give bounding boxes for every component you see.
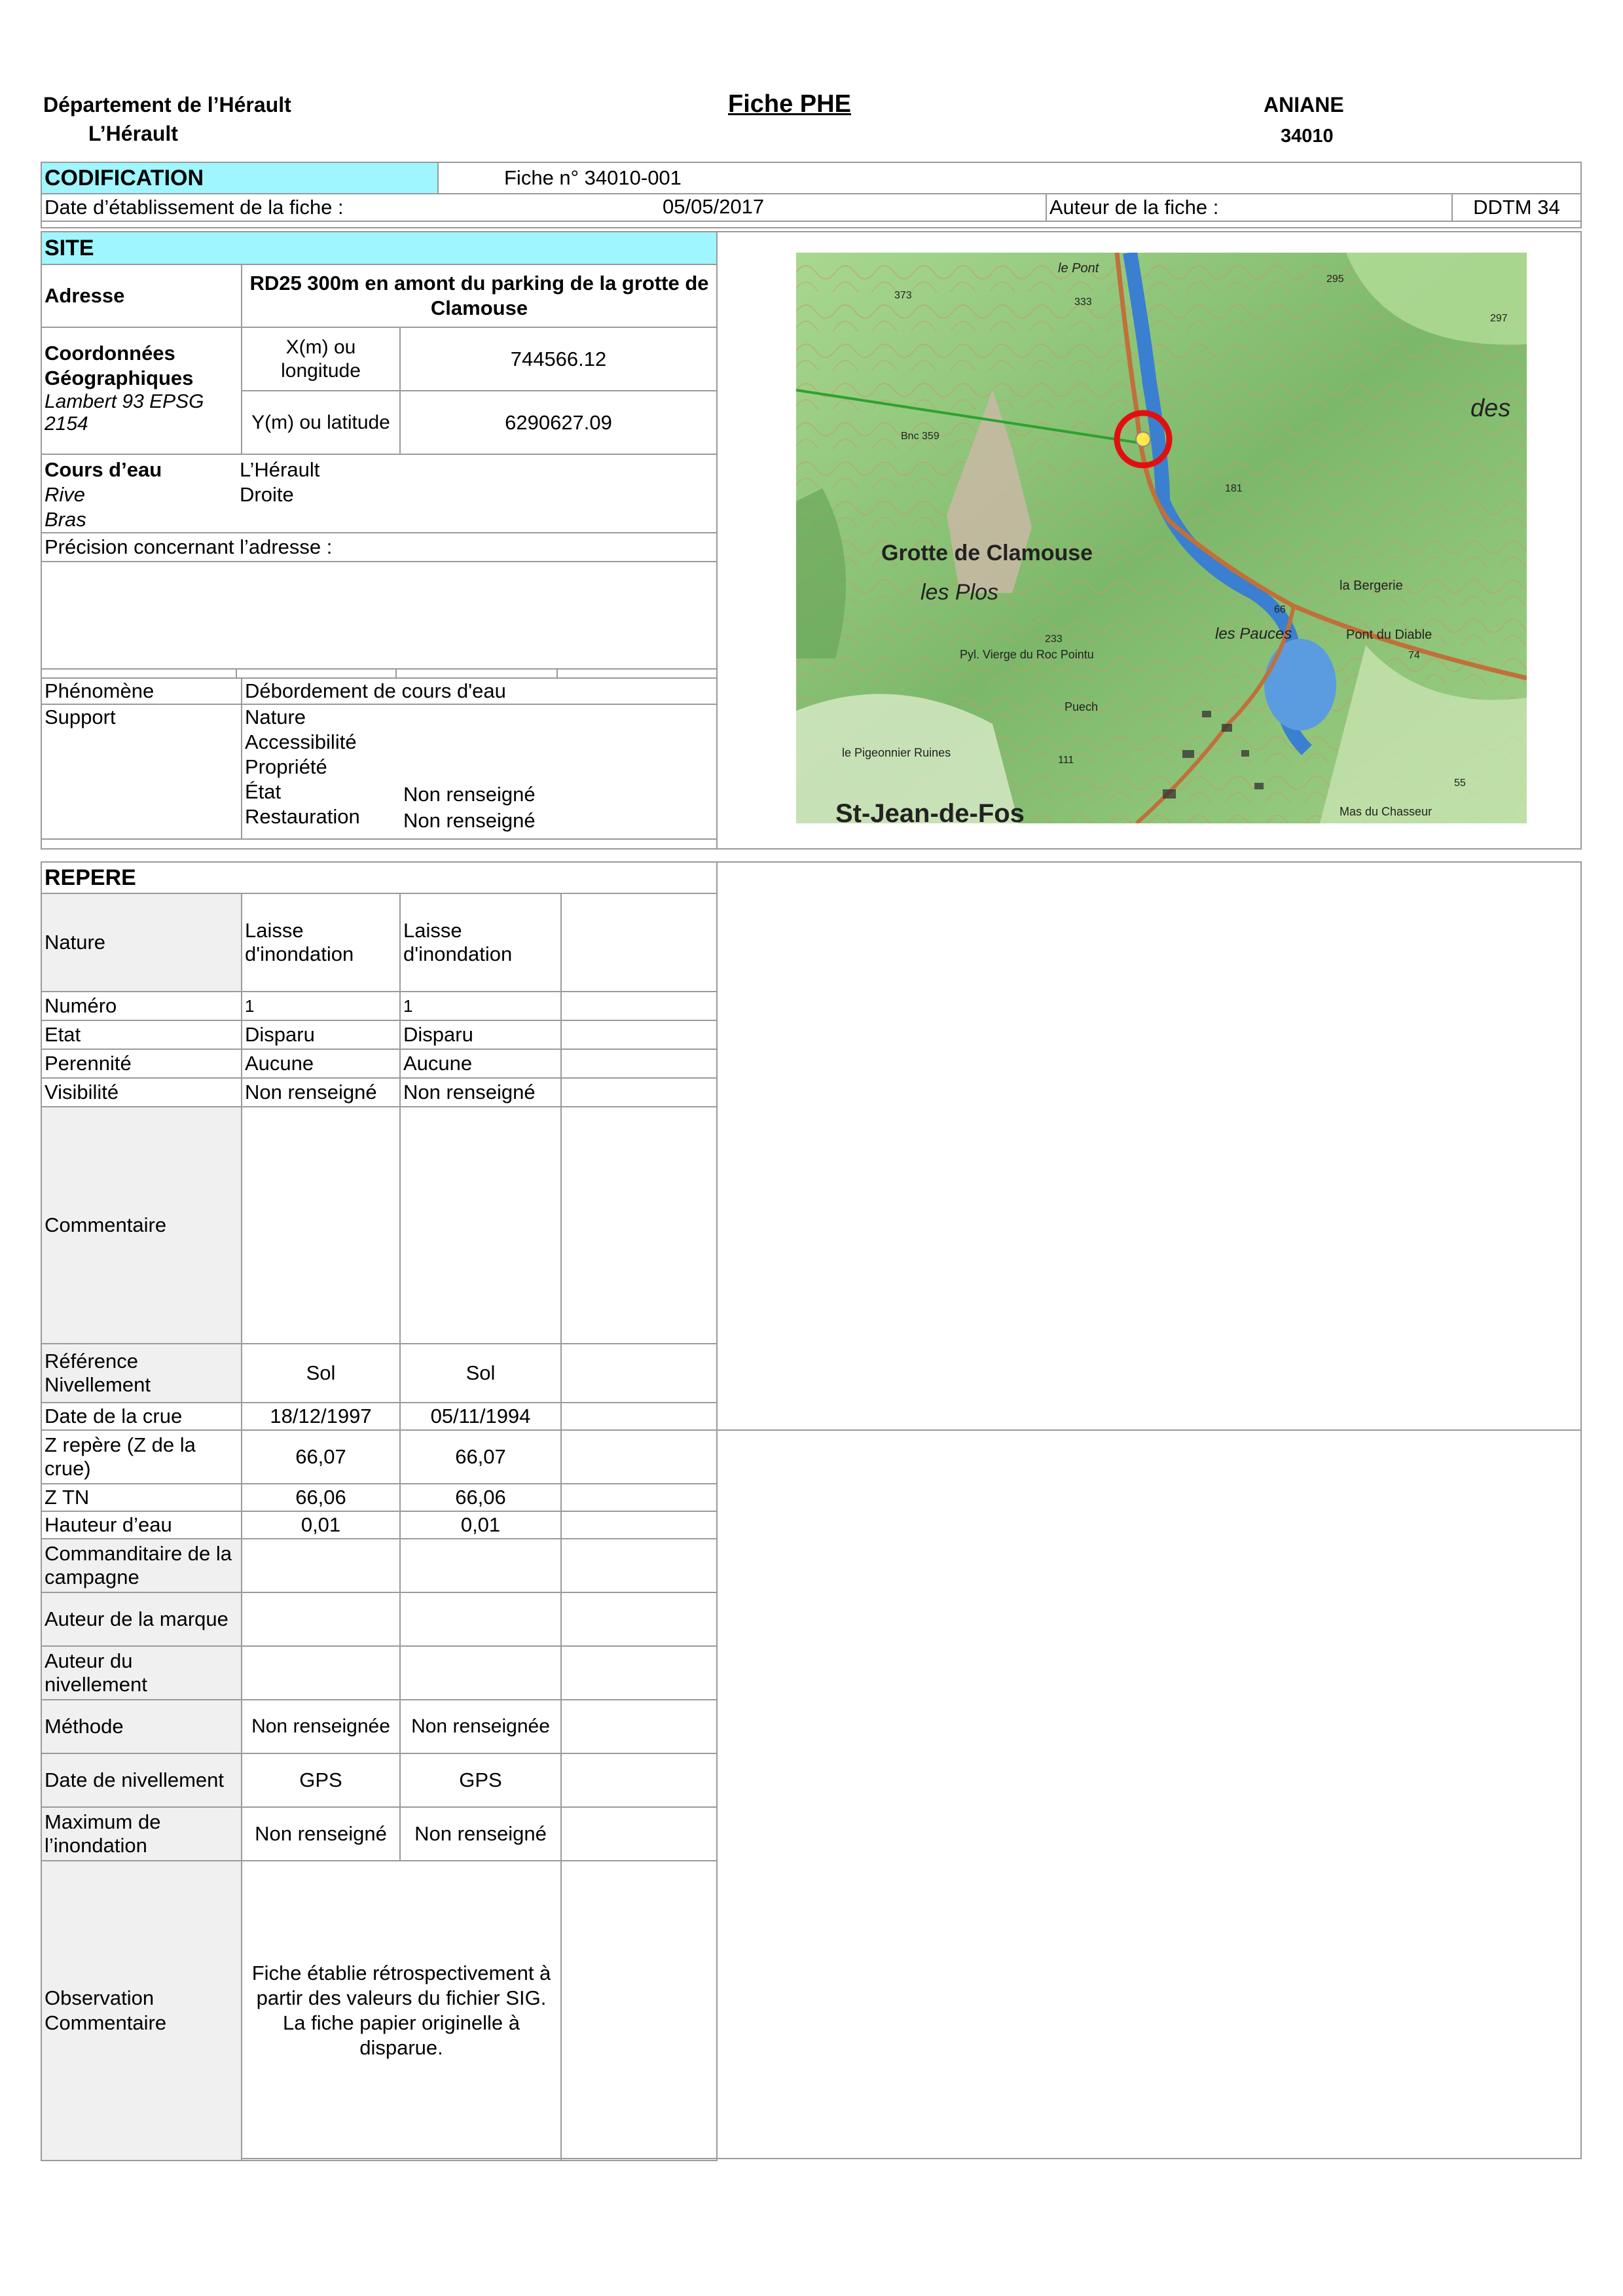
visibilite-label: Visibilité: [41, 1078, 242, 1107]
precision-value: [41, 562, 717, 669]
date-value: 05/05/2017: [663, 195, 765, 218]
support-item-restauration: Restauration: [245, 805, 360, 828]
auteur-marque-label: Auteur de la marque: [41, 1592, 242, 1646]
nature-label: Nature: [41, 893, 242, 992]
department-name: Département de l’Hérault: [43, 93, 291, 117]
map-label-mas: Mas du Chasseur: [1340, 805, 1432, 818]
bank-value: Droite: [240, 483, 294, 506]
spot-height-4: 297: [1490, 313, 1508, 324]
etat-label: Etat: [41, 1020, 242, 1049]
z-repere-value-1: 66,07: [242, 1430, 400, 1484]
separator-row: [41, 669, 717, 678]
support-item-etat: État: [245, 780, 282, 803]
arm-label: Bras: [45, 508, 86, 531]
spot-height-6: 66: [1274, 604, 1286, 615]
coords-label: Coordonnées Géographiques: [45, 342, 194, 389]
repere-label: REPERE: [41, 862, 717, 893]
river-value: L’Hérault: [240, 458, 320, 481]
auteur-nivellement-label: Auteur du nivellement: [41, 1646, 242, 1700]
map-label-puech: Puech: [1065, 700, 1099, 713]
reference-value-2: Sol: [400, 1344, 561, 1403]
author-label: Auteur de la fiche :: [1046, 194, 1452, 221]
reference-label: Référence Nivellement: [41, 1344, 242, 1403]
lake: [1264, 639, 1336, 730]
observation-comment-label: Commentaire: [45, 2011, 167, 2034]
nature-value-1: Laisse d'inondation: [242, 893, 400, 992]
maximum-value-1: Non renseigné: [242, 1807, 400, 1861]
maximum-value-2: Non renseigné: [400, 1807, 561, 1861]
support-etat-value: Non renseigné: [403, 783, 536, 806]
y-value: 6290627.09: [400, 391, 717, 454]
fiche-number: Fiche n° 34010-001: [438, 162, 1581, 194]
codification-table: [41, 162, 1582, 228]
coords-system: Lambert 93 EPSG 2154: [45, 391, 204, 435]
date-label: Date d’établissement de la fiche :: [41, 194, 1046, 221]
map-label-bergerie: la Bergerie: [1340, 579, 1403, 593]
z-repere-label: Z repère (Z de la crue): [41, 1430, 242, 1484]
commanditaire-label: Commanditaire de la campagne: [41, 1539, 242, 1592]
observation-cell: [41, 1861, 242, 2161]
nature-value-3: [561, 893, 717, 992]
methode-value-1: Non renseignée: [242, 1700, 400, 1753]
date-nivellement-value-2: GPS: [400, 1753, 561, 1807]
map-label-pigeonnier: le Pigeonnier Ruines: [842, 746, 951, 759]
observation-label: Observation: [45, 1986, 155, 2009]
etat-value-2: Disparu: [400, 1020, 561, 1049]
numero-value-2: 1: [400, 992, 561, 1020]
methode-value-2: Non renseignée: [400, 1700, 561, 1753]
perennite-value-1: Aucune: [242, 1049, 400, 1078]
observation-value: Fiche établie rétrospectivement à partir des valeurs du fichier SIG. La fiche papier originelle à disparue.: [242, 1861, 561, 2161]
spot-height-2: 333: [1074, 296, 1092, 308]
page-title: Fiche PHE: [728, 90, 851, 118]
spot-height-3: 295: [1326, 274, 1344, 285]
precision-label: Précision concernant l’adresse :: [41, 533, 717, 562]
map-label-pauces: les Pauces: [1215, 625, 1292, 643]
date-crue-value-1: 18/12/1997: [242, 1403, 400, 1430]
support-restauration-value: Non renseigné: [403, 809, 536, 832]
commune-name: ANIANE: [1264, 93, 1344, 117]
insee-code: 34010: [1281, 126, 1334, 147]
perennite-label: Perennité: [41, 1049, 242, 1078]
coords-cell: [41, 327, 242, 454]
spot-height-7: 233: [1045, 634, 1063, 645]
author-value: DDTM 34: [1452, 194, 1581, 221]
x-label: X(m) ou longitude: [242, 327, 400, 391]
date-nivellement-value-1: GPS: [242, 1753, 400, 1807]
address-label: Adresse: [41, 264, 242, 327]
date-crue-value-2: 05/11/1994: [400, 1403, 561, 1430]
numero-label: Numéro: [41, 992, 242, 1020]
z-repere-value-2: 66,07: [400, 1430, 561, 1484]
maximum-label: Maximum de l’inondation: [41, 1807, 242, 1861]
visibilite-value-1: Non renseigné: [242, 1078, 400, 1107]
nature-value-2: Laisse d'inondation: [400, 893, 561, 992]
spot-height-5: 181: [1225, 483, 1243, 494]
repere-table: [41, 861, 718, 2161]
date-nivellement-label: Date de nivellement: [41, 1753, 242, 1807]
x-value: 744566.12: [400, 327, 717, 391]
hauteur-label: Hauteur d’eau: [41, 1511, 242, 1539]
location-map: [796, 253, 1527, 823]
codification-label: CODIFICATION: [41, 162, 438, 194]
spot-height-1: 373: [894, 290, 912, 301]
phenomenon-label: Phénomène: [41, 678, 242, 704]
support-item-access: Accessibilité: [245, 730, 357, 753]
map-label-des: des: [1470, 395, 1511, 422]
map-label-stjean: St-Jean-de-Fos: [835, 799, 1025, 823]
support-item-propriete: Propriété: [245, 755, 327, 778]
commentaire-value-1: [242, 1107, 400, 1344]
z-tn-label: Z TN: [41, 1484, 242, 1511]
location-marker: [1136, 432, 1150, 446]
spot-height-10: 55: [1454, 778, 1466, 789]
hauteur-value-1: 0,01: [242, 1511, 400, 1539]
z-tn-value-1: 66,06: [242, 1484, 400, 1511]
map-label-grotte: Grotte de Clamouse: [881, 541, 1093, 565]
site-table: [41, 231, 718, 840]
hauteur-value-2: 0,01: [400, 1511, 561, 1539]
river-label: Cours d’eau: [45, 458, 162, 481]
numero-value-1: 1: [242, 992, 400, 1020]
date-crue-label: Date de la crue: [41, 1403, 242, 1430]
commentaire-value-2: [400, 1107, 561, 1344]
map-label-pont: le Pont: [1058, 261, 1099, 276]
etat-value-1: Disparu: [242, 1020, 400, 1049]
spot-height-9: 111: [1058, 755, 1074, 766]
spot-height-8: 74: [1408, 650, 1420, 661]
reference-value-1: Sol: [242, 1344, 400, 1403]
river-name: L’Hérault: [88, 122, 178, 145]
support-cell: [242, 704, 717, 839]
map-label-vierge: Pyl. Vierge du Roc Pointu: [960, 648, 1094, 661]
methode-label: Méthode: [41, 1700, 242, 1753]
visibilite-value-2: Non renseigné: [400, 1078, 561, 1107]
z-tn-value-2: 66,06: [400, 1484, 561, 1511]
bank-label: Rive: [45, 483, 86, 506]
perennite-value-2: Aucune: [400, 1049, 561, 1078]
phenomenon-value: Débordement de cours d'eau: [242, 678, 717, 704]
river-cell: [41, 454, 717, 533]
support-label: Support: [41, 704, 242, 839]
map-label-bnc: Bnc 359: [901, 431, 939, 442]
support-item-nature: Nature: [245, 706, 306, 728]
y-label: Y(m) ou latitude: [242, 391, 400, 454]
map-label-plos: les Plos: [921, 580, 999, 605]
commentaire-label: Commentaire: [41, 1107, 242, 1344]
map-label-pont-diable: Pont du Diable: [1346, 628, 1432, 642]
site-label: SITE: [41, 232, 717, 264]
address-value: RD25 300m en amont du parking de la grotte de Clamouse: [242, 264, 717, 327]
